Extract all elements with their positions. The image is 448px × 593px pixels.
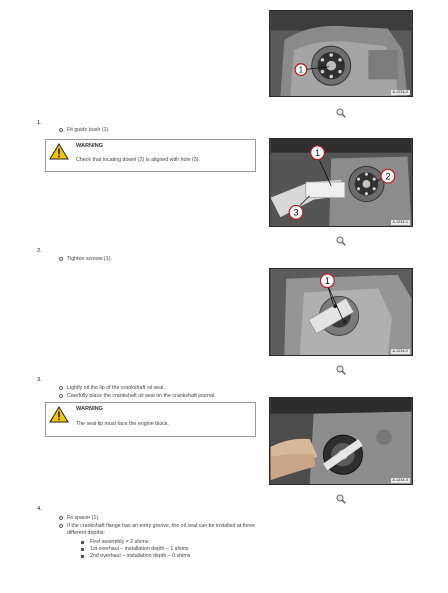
- photo-step-1a: [269, 10, 413, 97]
- photo-step-2: [269, 268, 413, 356]
- square-bullet-icon: [81, 548, 84, 551]
- callout-label: 2: [385, 171, 391, 182]
- step-number: 1.: [37, 120, 42, 126]
- magnifier-icon: [336, 108, 346, 118]
- list-item: Fit guide bush (1).: [59, 127, 264, 134]
- engine-image: [270, 398, 412, 484]
- image-id: A-1234-3: [392, 478, 408, 482]
- photo-step-3: [269, 397, 413, 485]
- engine-image: [270, 269, 412, 355]
- bullet-icon: [59, 516, 63, 520]
- list-item: Tighten screws (1).: [59, 256, 264, 263]
- list-item: If the crankshaft flange has an entry groove, the oil seal can be installed at three different depths:: [59, 523, 264, 537]
- bullet-icon: [59, 386, 63, 390]
- warning-title: WARNING: [76, 406, 104, 412]
- sub-list-item: First assembly = 2 shims: [81, 539, 148, 546]
- bullet-icon: [59, 394, 63, 398]
- list-item: Lightly oil the lip of the crankshaft oil seal.: [59, 385, 264, 392]
- step-number: 4.: [37, 506, 42, 512]
- warning-title: WARNING: [76, 143, 104, 149]
- list-item: Fit spacer (1).: [59, 515, 264, 522]
- photo-step-1b: [269, 138, 413, 227]
- warning-text: The seal lip must face the engine block.: [76, 421, 170, 427]
- warning-box: [45, 402, 256, 437]
- zoom-button[interactable]: [336, 108, 346, 118]
- callout-label: 1: [315, 148, 320, 159]
- callout-label: 1: [298, 65, 304, 75]
- warning-box: [45, 139, 256, 172]
- zoom-button[interactable]: [336, 494, 346, 504]
- square-bullet-icon: [81, 555, 84, 558]
- image-id: A-1234-0: [392, 90, 408, 94]
- bullet-icon: [59, 257, 63, 261]
- square-bullet-icon: [81, 541, 84, 544]
- zoom-button[interactable]: [336, 236, 346, 246]
- engine-image: [270, 139, 412, 226]
- zoom-button[interactable]: [336, 365, 346, 375]
- bullet-icon: [59, 524, 63, 528]
- list-item: Carefully place the crankshaft oil seal on the crankshaft journal.: [59, 393, 264, 400]
- sub-list-item: 2nd overhaul – installation depth – 0 shims: [81, 553, 190, 560]
- warning-triangle-icon: [49, 406, 69, 423]
- warning-triangle-icon: [49, 143, 69, 160]
- magnifier-icon: [336, 365, 346, 375]
- engine-image: [270, 11, 412, 96]
- step-number: 2.: [37, 248, 42, 254]
- bullet-icon: [59, 128, 63, 132]
- magnifier-icon: [336, 494, 346, 504]
- magnifier-icon: [336, 236, 346, 246]
- step-number: 3.: [37, 377, 42, 383]
- callout-label: 1: [324, 276, 330, 287]
- callout-label: 3: [293, 207, 299, 218]
- sub-list-item: 1st overhaul – installation depth – 1 shims: [81, 546, 189, 553]
- image-id: A-1234-2: [392, 349, 408, 353]
- image-id: A-1234-1: [392, 220, 408, 224]
- warning-text: Check that locating dowel (2) is aligned with hole (3).: [76, 157, 200, 163]
